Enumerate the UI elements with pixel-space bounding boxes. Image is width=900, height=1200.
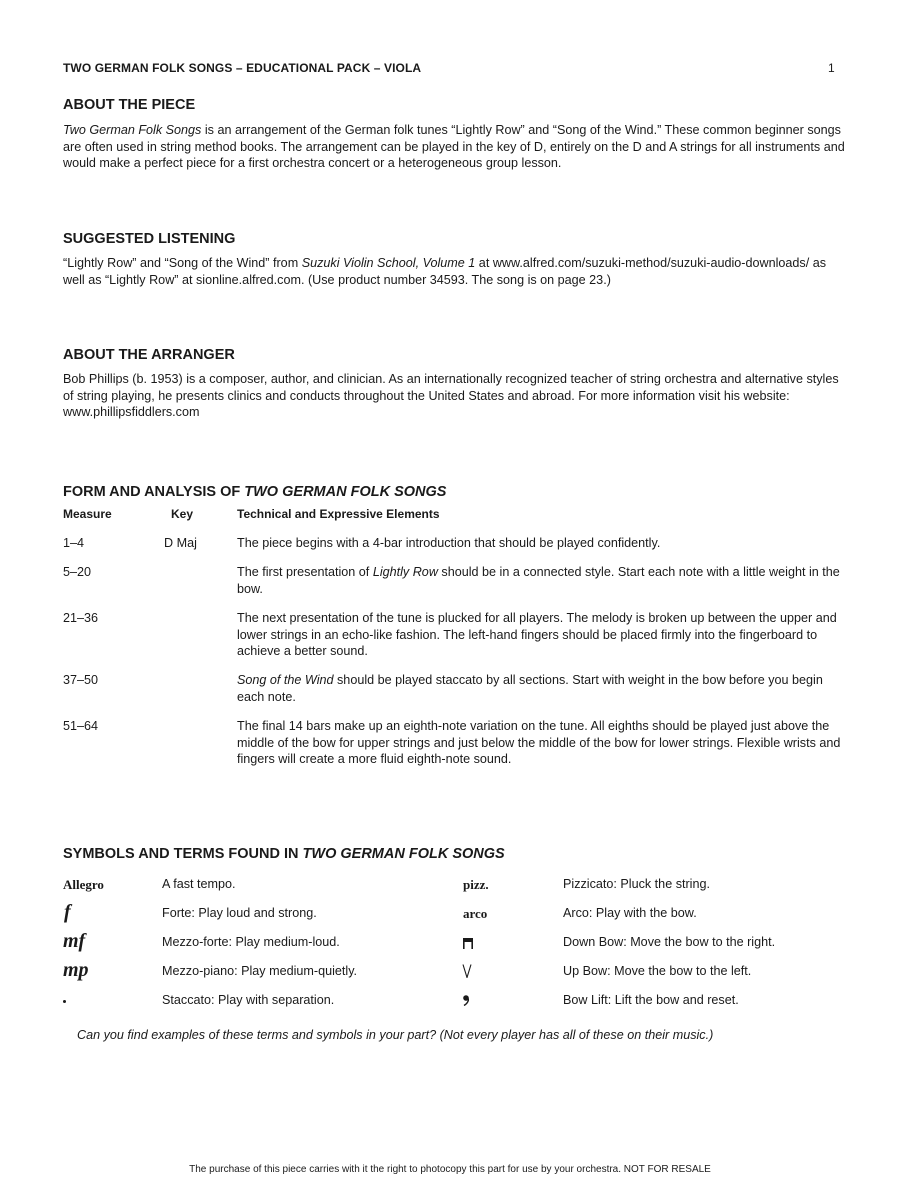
pizz-term: pizz. (463, 877, 489, 892)
symbol-definition: Mezzo-piano: Play medium-quietly. (162, 964, 358, 978)
form-heading: FORM AND ANALYSIS OF TWO GERMAN FOLK SONGS (63, 484, 447, 500)
about-piece-heading: ABOUT THE PIECE (63, 97, 196, 113)
elements-cell: The piece begins with a 4-bar introduction that should be played confidently. (237, 536, 661, 550)
symbol-definition: Pizzicato: Pluck the string. (563, 877, 710, 891)
col-key-header: Key (171, 507, 194, 521)
down-bow-icon (463, 938, 473, 949)
mezzo-piano-icon: mp (63, 959, 89, 981)
about-piece-text: Two German Folk Songs is an arrangement of the German folk tunes “Lightly Row” and “Song of the Wind.” These common beginner songs are often used in string method books. The arrangement can be played in the key of D, entirely on the D and A strings for all instruments and would make a perfect piece for a first orchestra concert or a heterogeneous group lesson. (63, 123, 845, 171)
listening-heading: SUGGESTED LISTENING (63, 231, 236, 247)
measure-cell: 51–64 (63, 719, 99, 733)
measure-cell: 5–20 (63, 565, 92, 579)
arranger-text: Bob Phillips (b. 1953) is a composer, author, and clinician. As an internationally recognized teacher of string orchestra and alternative styles of string playing, he presents clinics and conducts throughout the United States and abroad. For more information visit his website: www.phillipsfiddlers.com (63, 372, 839, 420)
elements-cell: The final 14 bars make up an eighth-note variation on the tune. All eighths should be played just above the middle of the bow for upper strings and just below the middle of the bow for lower strings. Flexible wrists and fingers will create a more fluid eighth-note sound. (237, 719, 841, 767)
symbol-definition: Mezzo-forte: Play medium-loud. (162, 935, 340, 949)
elements-cell: The next presentation of the tune is plucked for all players. The melody is broken up between the upper and lower strings in an echo-like fashion. The left-hand fingers should be placed firmly into the fingerboard to achieve a better sound. (237, 611, 837, 659)
col-elements-header: Technical and Expressive Elements (237, 507, 440, 521)
mezzo-forte-icon: mf (63, 930, 86, 952)
staccato-dot-icon (63, 1000, 66, 1003)
allegro-term: Allegro (63, 877, 104, 892)
bow-lift-icon (463, 995, 469, 1006)
up-bow-icon (462, 964, 472, 978)
symbol-definition: Arco: Play with the bow. (563, 906, 697, 920)
key-cell: D Maj (164, 536, 197, 550)
elements-cell: The first presentation of Lightly Row should be in a connected style. Start each note with a little weight in the bow. (237, 565, 840, 596)
listening-text: “Lightly Row” and “Song of the Wind” from Suzuki Violin School, Volume 1 at www.alfred.com/suzuki-method/suzuki-audio-downloads/ as well as “Lightly Row” at sionline.alfred.com. (Use product number 34593. The song is on page 23.) (63, 256, 827, 287)
measure-cell: 1–4 (63, 536, 85, 550)
symbols-heading: SYMBOLS AND TERMS FOUND IN TWO GERMAN FOLK SONGS (63, 846, 505, 862)
symbol-definition: Bow Lift: Lift the bow and reset. (563, 993, 739, 1007)
measure-cell: 21–36 (63, 611, 99, 625)
elements-cell: Song of the Wind should be played staccato by all sections. Start with weight in the bow before you begin each note. (237, 673, 823, 704)
col-measure-header: Measure (63, 507, 112, 521)
piece-title-italic: Two German Folk Songs (63, 123, 202, 137)
symbol-definition: Up Bow: Move the bow to the left. (563, 964, 752, 978)
symbol-definition: A fast tempo. (162, 877, 236, 891)
header-title: TWO GERMAN FOLK SONGS – EDUCATIONAL PACK – VIOLA (63, 61, 422, 75)
footer-copyright: The purchase of this piece carries with it the right to photocopy this part for use by your orchestra. NOT FOR RESALE (189, 1164, 711, 1175)
symbol-definition: Staccato: Play with separation. (162, 993, 335, 1007)
symbols-question: Can you find examples of these terms and symbols in your part? (Not every player has all of these on their music.) (77, 1028, 714, 1042)
arco-term: arco (463, 906, 488, 921)
forte-icon: f (64, 901, 71, 923)
symbol-definition: Down Bow: Move the bow to the right. (563, 935, 776, 949)
measure-cell: 37–50 (63, 673, 99, 687)
page-number: 1 (828, 61, 835, 75)
symbol-definition: Forte: Play loud and strong. (162, 906, 317, 920)
arranger-heading: ABOUT THE ARRANGER (63, 347, 235, 363)
